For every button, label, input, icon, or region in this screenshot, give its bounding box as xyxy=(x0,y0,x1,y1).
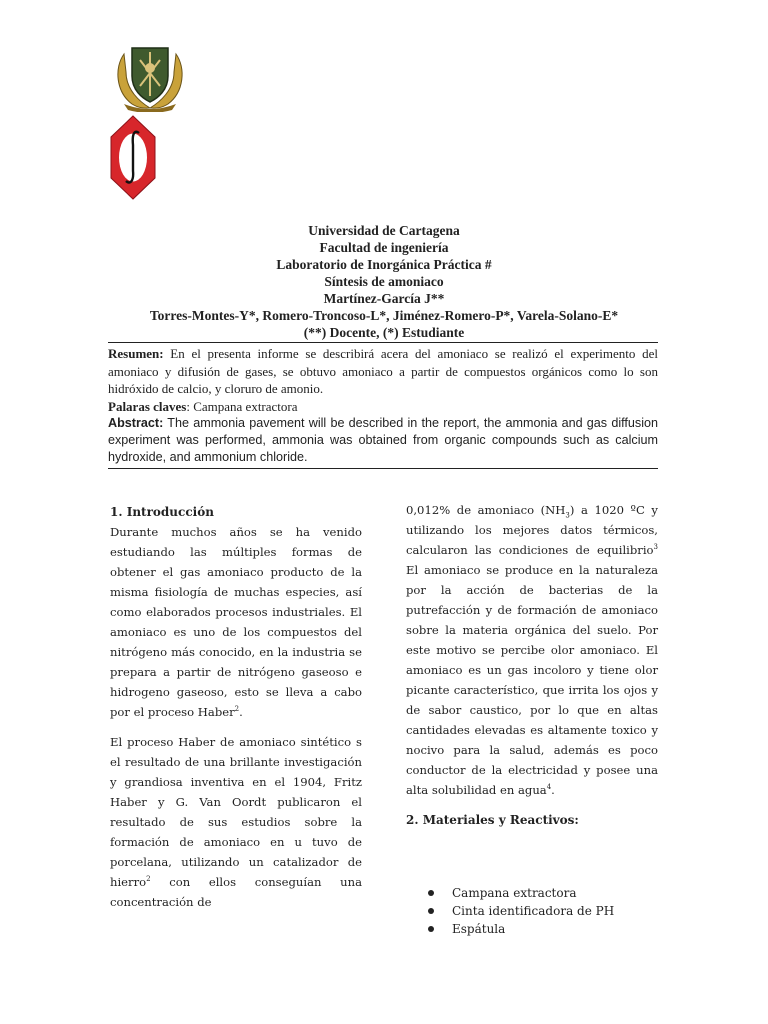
intro-title: 1. Introducción xyxy=(110,505,214,519)
list-item xyxy=(428,884,614,902)
bullet-icon xyxy=(428,890,434,896)
intro-p1-ref: 2 xyxy=(234,705,240,714)
material-label: Cinta identificadora de PH xyxy=(452,904,615,918)
material-label: Campana extractora xyxy=(452,886,577,900)
resumen-label: Resumen: xyxy=(108,346,164,361)
col2-text-end: . xyxy=(551,783,555,797)
intro-paragraph-2 xyxy=(110,732,362,912)
list-item xyxy=(428,902,614,920)
abstract-paragraph xyxy=(108,415,658,466)
lab-title: Laboratorio de Inorgánica Práctica # xyxy=(276,257,492,272)
university-name: Universidad de Cartagena xyxy=(308,223,460,238)
col2-text-c: El amoniaco se produce en la naturaleza por la acción de bacterias de la putrefacción y de formación de amoniaco sobre la materia orgánica del suelo. Por este motivo se percibe olor amoniaco. El amoniaco es un gas incoloro y tiene olor picante característico, que irrita los ojos y de sabor caustico, por lo que en altas cantidades elevadas es altamente toxico y nocivo para la salud, además es poco conductor de la electricidad y posee una alta solubilidad en agua xyxy=(406,563,658,797)
keywords-label: Palaras claves xyxy=(108,398,187,414)
teacher-name: Martínez-García J** xyxy=(323,291,445,306)
materials-list xyxy=(428,884,614,938)
bullet-icon xyxy=(428,908,434,914)
intro-p2-end: con ellos conseguían una concentración de xyxy=(110,875,362,909)
list-item xyxy=(428,920,614,938)
intro-p1-end: . xyxy=(239,705,243,719)
student-names: Torres-Montes-Y*, Romero-Troncoso-L*, Jiménez-Romero-P*, Varela-Solano-E* xyxy=(149,308,619,323)
roles-legend: (**) Docente, (*) Estudiante xyxy=(303,325,465,340)
material-label: Espátula xyxy=(452,922,506,936)
abstract-box xyxy=(108,342,658,469)
faculty-name: Facultad de ingeniería xyxy=(319,240,449,255)
col2-paragraph xyxy=(406,500,658,800)
resumen-text: En el presenta informe se describirá acera del amoniaco se realizó el experimento del amoniaco y difusión de gases, se obtuvo amoniaco a partir de compuestos orgánicos como lo son hidróxido de calcio, y cloruro de amonio. xyxy=(108,346,658,396)
materials-title: 2. Materiales y Reactivos: xyxy=(406,813,579,827)
col2-text-b: ) a 1020 ºC y utilizando los mejores datos térmicos, calcularon las condiciones de equilibrio xyxy=(406,503,658,557)
keywords-paragraph xyxy=(108,398,658,416)
keywords-text: : Campana extractora xyxy=(186,398,298,414)
bullet-icon xyxy=(428,926,434,932)
resumen-paragraph xyxy=(108,345,658,398)
integral-hexagon-logo xyxy=(110,115,156,200)
intro-p2-ref: 2 xyxy=(146,875,151,884)
intro-paragraph-1 xyxy=(110,522,362,722)
document-header xyxy=(100,222,668,341)
right-column xyxy=(406,500,658,830)
col2-text-a: 0,012% de amoniaco (NH xyxy=(406,503,566,517)
university-crest-logo xyxy=(110,42,190,112)
abstract-label: Abstract: xyxy=(108,416,164,430)
intro-p1-text: Durante muchos años se ha venido estudiando las múltiples formas de obtener el gas amoniaco producto de la misma fisiología de muchas especies, así como elaborados procesos industriales. El amoniaco es uno de los compuestos del nitrógeno más conocido, en la industria se prepara a partir de nitrógeno gaseoso e hidrogeno gaseoso, esto se lleva a cabo por el proceso Haber xyxy=(110,525,362,719)
col2-ref-3: 3 xyxy=(653,543,658,552)
abstract-text: The ammonia pavement will be described in the report, the ammonia and gas diffusion experiment was performed, ammonia was obtained from organic compounds such as calcium hydroxide, and ammonium chloride. xyxy=(108,416,658,464)
report-title: Síntesis de amoniaco xyxy=(324,274,444,289)
nh3-subscript: 3 xyxy=(565,511,570,520)
col2-ref-4: 4 xyxy=(546,783,552,792)
intro-p2-text: El proceso Haber de amoniaco sintético s el resultado de una brillante investigación y grandiosa inventiva en el 1904, Fritz Haber y G. Van Oordt publicaron el resultado de sus estudios sobre la formación de amoniaco en u tuvo de porcelana, utilizando un catalizador de hierro xyxy=(110,735,362,889)
left-column xyxy=(110,502,362,912)
